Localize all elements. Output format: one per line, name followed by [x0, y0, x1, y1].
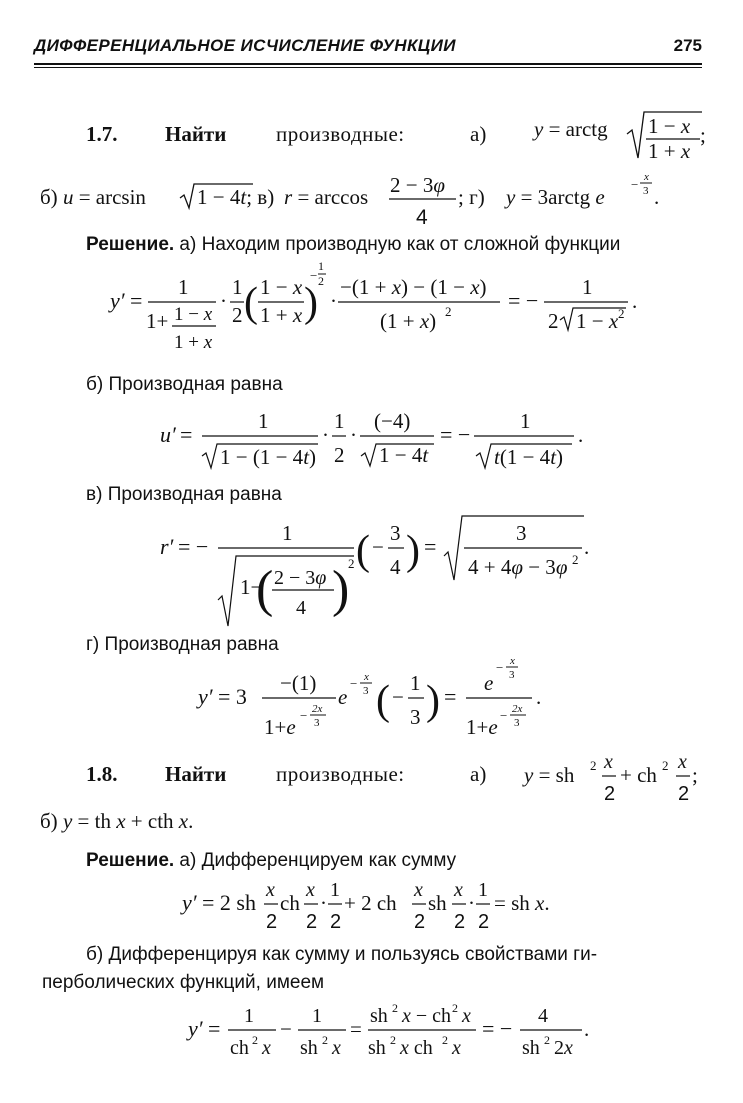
svg-text:2: 2: [662, 758, 669, 773]
svg-text:−: −: [280, 1017, 292, 1041]
svg-text:1: 1: [478, 879, 488, 901]
solution-intro-text: а) Дифференцируем как сумму: [179, 850, 457, 871]
svg-text:1 + x: 1 + x: [260, 303, 303, 327]
svg-text:2: 2: [572, 552, 579, 567]
svg-text:(: (: [256, 561, 274, 618]
svg-text:1: 1: [312, 1005, 322, 1027]
svg-text:2: 2: [322, 1033, 328, 1047]
header-rule-thin: [34, 67, 702, 68]
svg-text:ch: ch: [230, 1037, 249, 1059]
svg-text:x: x: [678, 751, 687, 773]
svg-text:ch: ch: [280, 891, 300, 915]
svg-text:2: 2: [390, 1033, 396, 1047]
svg-text:1: 1: [520, 409, 531, 433]
svg-text:2x: 2x: [312, 703, 323, 715]
svg-text:1+e: 1+e: [264, 715, 296, 739]
solution-label: Решение.: [86, 850, 175, 871]
svg-text:y′: y′: [188, 1016, 203, 1041]
svg-text:sh: sh: [428, 891, 447, 915]
svg-text:=: =: [130, 288, 143, 313]
svg-text:=: =: [208, 1016, 221, 1041]
svg-text:.: .: [584, 535, 590, 559]
svg-text:=: =: [350, 1017, 362, 1041]
formula-1-8-a: [522, 742, 712, 817]
svg-text:2: 2: [604, 783, 616, 805]
svg-text:.: .: [632, 289, 638, 313]
svg-text:3: 3: [314, 717, 320, 729]
svg-text:2: 2: [348, 556, 355, 571]
svg-text:3: 3: [516, 521, 527, 545]
svg-text:1 − (1 − 4t): 1 − (1 − 4t): [220, 445, 317, 469]
svg-text:2: 2: [590, 758, 597, 773]
formula-1-7-solution-a: [108, 256, 668, 371]
formula-1-7-solution-b: [158, 398, 598, 485]
solution-1-7-g-text: г) Производная равна: [86, 634, 279, 655]
svg-text:2: 2: [678, 783, 690, 805]
svg-text:y = 3arctg e: y = 3arctg e: [506, 185, 605, 209]
svg-text:;: ;: [700, 123, 706, 147]
svg-text:3: 3: [514, 717, 520, 729]
svg-text:б) u = arcsin: б) u = arcsin: [40, 185, 146, 209]
svg-text:): ): [406, 528, 420, 574]
svg-text:.: .: [578, 423, 584, 447]
svg-text:.: .: [584, 1017, 590, 1041]
svg-text:·: ·: [320, 891, 327, 915]
svg-text:x: x: [414, 879, 423, 901]
formula-1-8-line2: [40, 804, 260, 843]
svg-text:sh: sh: [300, 1037, 318, 1059]
svg-text:(−4): (−4): [374, 409, 411, 433]
svg-text:x: x: [510, 655, 515, 667]
svg-text:2: 2: [445, 304, 452, 319]
svg-text:3: 3: [390, 521, 401, 545]
svg-text:−: −: [300, 708, 308, 723]
svg-text:sh: sh: [370, 1005, 388, 1027]
svg-text:3: 3: [509, 669, 515, 681]
svg-text:2: 2: [454, 911, 466, 933]
svg-text:4: 4: [538, 1005, 548, 1027]
svg-text:2x: 2x: [512, 703, 523, 715]
svg-text:2: 2: [266, 911, 278, 933]
svg-text:1 − x: 1 − x: [648, 114, 691, 138]
svg-text:(: (: [376, 678, 390, 724]
svg-text:x: x: [644, 171, 649, 183]
problem-1-8-heading: [86, 762, 118, 787]
svg-text:sh: sh: [368, 1037, 386, 1059]
svg-text:= sh x.: = sh x.: [494, 891, 550, 915]
svg-text:2: 2: [252, 1033, 258, 1047]
find-word: Найти: [165, 762, 227, 786]
svg-text:1 − x: 1 − x: [260, 275, 303, 299]
svg-text:x: x: [306, 879, 315, 901]
svg-text:x: x: [364, 671, 369, 683]
svg-text:2: 2: [548, 309, 559, 333]
svg-text:1 − x: 1 − x: [174, 304, 213, 325]
svg-text:t(1 − 4t): t(1 − 4t): [494, 445, 564, 469]
problem-1-7-derivatives-word: производные:: [276, 122, 405, 146]
formula-1-7-a: [532, 100, 712, 175]
svg-text:x: x: [262, 1037, 271, 1059]
svg-text:e: e: [484, 671, 494, 695]
svg-text:2: 2: [334, 443, 345, 467]
svg-text:=: =: [180, 422, 193, 447]
solution-1-7-intro: [86, 231, 620, 256]
problem-1-8-find: [165, 762, 226, 787]
svg-text:1 − 4t; в): 1 − 4t; в): [197, 185, 275, 209]
header-rule-thick: [34, 63, 702, 65]
svg-text:2 − 3φ: 2 − 3φ: [274, 567, 327, 589]
svg-text:= 2 sh: = 2 sh: [202, 890, 256, 915]
svg-text:y = sh: y = sh: [524, 763, 575, 787]
svg-text:2: 2: [232, 303, 243, 327]
svg-text:.: .: [536, 685, 542, 709]
svg-text:= 3: = 3: [218, 684, 247, 709]
svg-text:−(1 + x) − (1 − x): −(1 + x) − (1 − x): [340, 275, 487, 299]
solution-1-8-b-line1: б) Дифференцируя как сумму и пользуясь свойствами ги-: [86, 944, 598, 965]
solution-intro-text: а) Находим производную как от сложной функции: [179, 234, 621, 255]
svg-text:x: x: [604, 751, 613, 773]
problem-1-7-item-a: а): [470, 122, 487, 146]
svg-text:+ ch: + ch: [620, 763, 657, 787]
svg-text:−: −: [350, 676, 358, 691]
svg-text:1 + x: 1 + x: [174, 332, 213, 353]
svg-text:2x: 2x: [554, 1037, 573, 1059]
svg-text:+ 2 ch: + 2 ch: [344, 891, 397, 915]
svg-text:4: 4: [296, 597, 306, 619]
svg-text:(: (: [244, 280, 258, 326]
problem-1-7-heading: [86, 122, 118, 147]
svg-text:·: ·: [220, 289, 227, 313]
svg-text:(: (: [356, 528, 370, 574]
svg-text:б) y = th x + cth x.: б) y = th x + cth x.: [40, 809, 194, 833]
svg-text:2: 2: [618, 306, 625, 321]
svg-text:y′: y′: [110, 288, 125, 313]
svg-text:): ): [332, 561, 350, 618]
problem-1-8-item-a: а): [470, 762, 487, 786]
svg-text:2: 2: [330, 911, 342, 933]
svg-text:1−: 1−: [240, 575, 263, 599]
svg-text:−: −: [631, 177, 639, 192]
svg-text:4: 4: [416, 206, 428, 229]
svg-text:y′: y′: [182, 890, 197, 915]
svg-text:; г): ; г): [458, 185, 485, 209]
solution-1-7-v-text: в) Производная равна: [86, 484, 282, 505]
solution-label: Решение.: [86, 234, 175, 255]
svg-text:= −: = −: [440, 422, 471, 447]
page-number: 275: [673, 36, 702, 55]
svg-text:y′: y′: [198, 684, 213, 709]
svg-text:x ch: x ch: [400, 1037, 433, 1059]
formula-1-7-solution-v: [158, 510, 618, 639]
svg-text:−(1): −(1): [280, 671, 317, 695]
svg-text:−: −: [310, 268, 318, 283]
problem-1-7-find: [165, 122, 226, 147]
svg-text:2: 2: [306, 911, 318, 933]
svg-text:= −: = −: [482, 1016, 513, 1041]
svg-text:): ): [304, 280, 318, 326]
svg-text:=: =: [444, 684, 457, 709]
svg-text:3: 3: [643, 185, 649, 197]
svg-text:(1 + x): (1 + x): [380, 309, 437, 333]
svg-text:2 − 3φ: 2 − 3φ: [390, 173, 445, 197]
svg-text:1: 1: [282, 521, 293, 545]
formula-1-7-solution-g: [196, 652, 556, 757]
svg-text:−: −: [392, 685, 404, 709]
svg-text:u′: u′: [160, 422, 176, 447]
svg-text:x: x: [454, 879, 463, 901]
svg-text:1: 1: [318, 259, 324, 273]
svg-text:1: 1: [334, 409, 345, 433]
formula-1-8-solution-b: [186, 996, 606, 1071]
svg-text:x: x: [266, 879, 275, 901]
formula-1-7-line2: [40, 166, 660, 239]
find-word: Найти: [165, 122, 227, 146]
svg-text:x: x: [452, 1037, 461, 1059]
svg-text:1: 1: [244, 1005, 254, 1027]
running-head-title: ДИФФЕРЕНЦИАЛЬНОЕ ИСЧИСЛЕНИЕ ФУНКЦИИ: [34, 36, 456, 55]
svg-text:2: 2: [392, 1001, 398, 1015]
svg-text:·: ·: [322, 423, 329, 447]
svg-text:1: 1: [178, 275, 189, 299]
svg-text:1: 1: [330, 879, 340, 901]
svg-text:−: −: [372, 535, 384, 559]
svg-text:;: ;: [692, 763, 698, 787]
svg-text:2: 2: [452, 1001, 458, 1015]
svg-text:r = arccos: r = arccos: [284, 185, 369, 209]
svg-text:3: 3: [363, 685, 369, 697]
formula-1-8-solution-a: [180, 872, 580, 943]
problem-1-8-derivatives-word: производные:: [276, 762, 405, 786]
svg-text:3: 3: [410, 705, 421, 729]
svg-text:2: 2: [414, 911, 426, 933]
svg-text:1: 1: [410, 671, 421, 695]
svg-text:·: ·: [468, 891, 475, 915]
svg-text:): ): [426, 678, 440, 724]
running-head: [34, 34, 702, 60]
svg-text:−: −: [500, 708, 508, 723]
svg-text:.: .: [654, 185, 660, 209]
svg-text:= −: = −: [178, 534, 209, 559]
svg-text:·: ·: [330, 289, 337, 313]
svg-text:1 − 4t: 1 − 4t: [379, 443, 429, 467]
solution-1-8-b-line2: перболических функций, имеем: [42, 972, 325, 993]
svg-text:1: 1: [258, 409, 269, 433]
svg-text:x: x: [462, 1005, 471, 1027]
svg-text:1+: 1+: [146, 309, 169, 333]
svg-text:1: 1: [582, 275, 593, 299]
svg-text:2: 2: [318, 274, 324, 288]
svg-text:=: =: [424, 534, 437, 559]
svg-text:1 − x: 1 − x: [576, 309, 619, 333]
svg-text:2: 2: [442, 1033, 448, 1047]
svg-text:e: e: [338, 685, 348, 709]
svg-text:2: 2: [544, 1033, 550, 1047]
problem-number: 1.7.: [86, 122, 118, 146]
svg-text:4 + 4φ − 3φ: 4 + 4φ − 3φ: [468, 555, 568, 579]
svg-text:2: 2: [478, 911, 490, 933]
svg-text:−: −: [496, 660, 504, 675]
svg-text:= −: = −: [508, 288, 539, 313]
svg-text:x: x: [332, 1037, 341, 1059]
svg-text:x − ch: x − ch: [402, 1005, 452, 1027]
svg-text:·: ·: [350, 423, 357, 447]
solution-1-7-b-text: б) Производная равна: [86, 374, 283, 395]
problem-number: 1.8.: [86, 762, 118, 786]
svg-text:r′: r′: [160, 534, 174, 559]
svg-text:4: 4: [390, 555, 401, 579]
solution-1-8-intro: [86, 847, 456, 872]
svg-text:y = arctg: y = arctg: [534, 117, 608, 141]
svg-text:sh: sh: [522, 1037, 540, 1059]
svg-text:1: 1: [232, 275, 243, 299]
svg-text:1 + x: 1 + x: [648, 139, 691, 163]
svg-text:1+e: 1+e: [466, 715, 498, 739]
